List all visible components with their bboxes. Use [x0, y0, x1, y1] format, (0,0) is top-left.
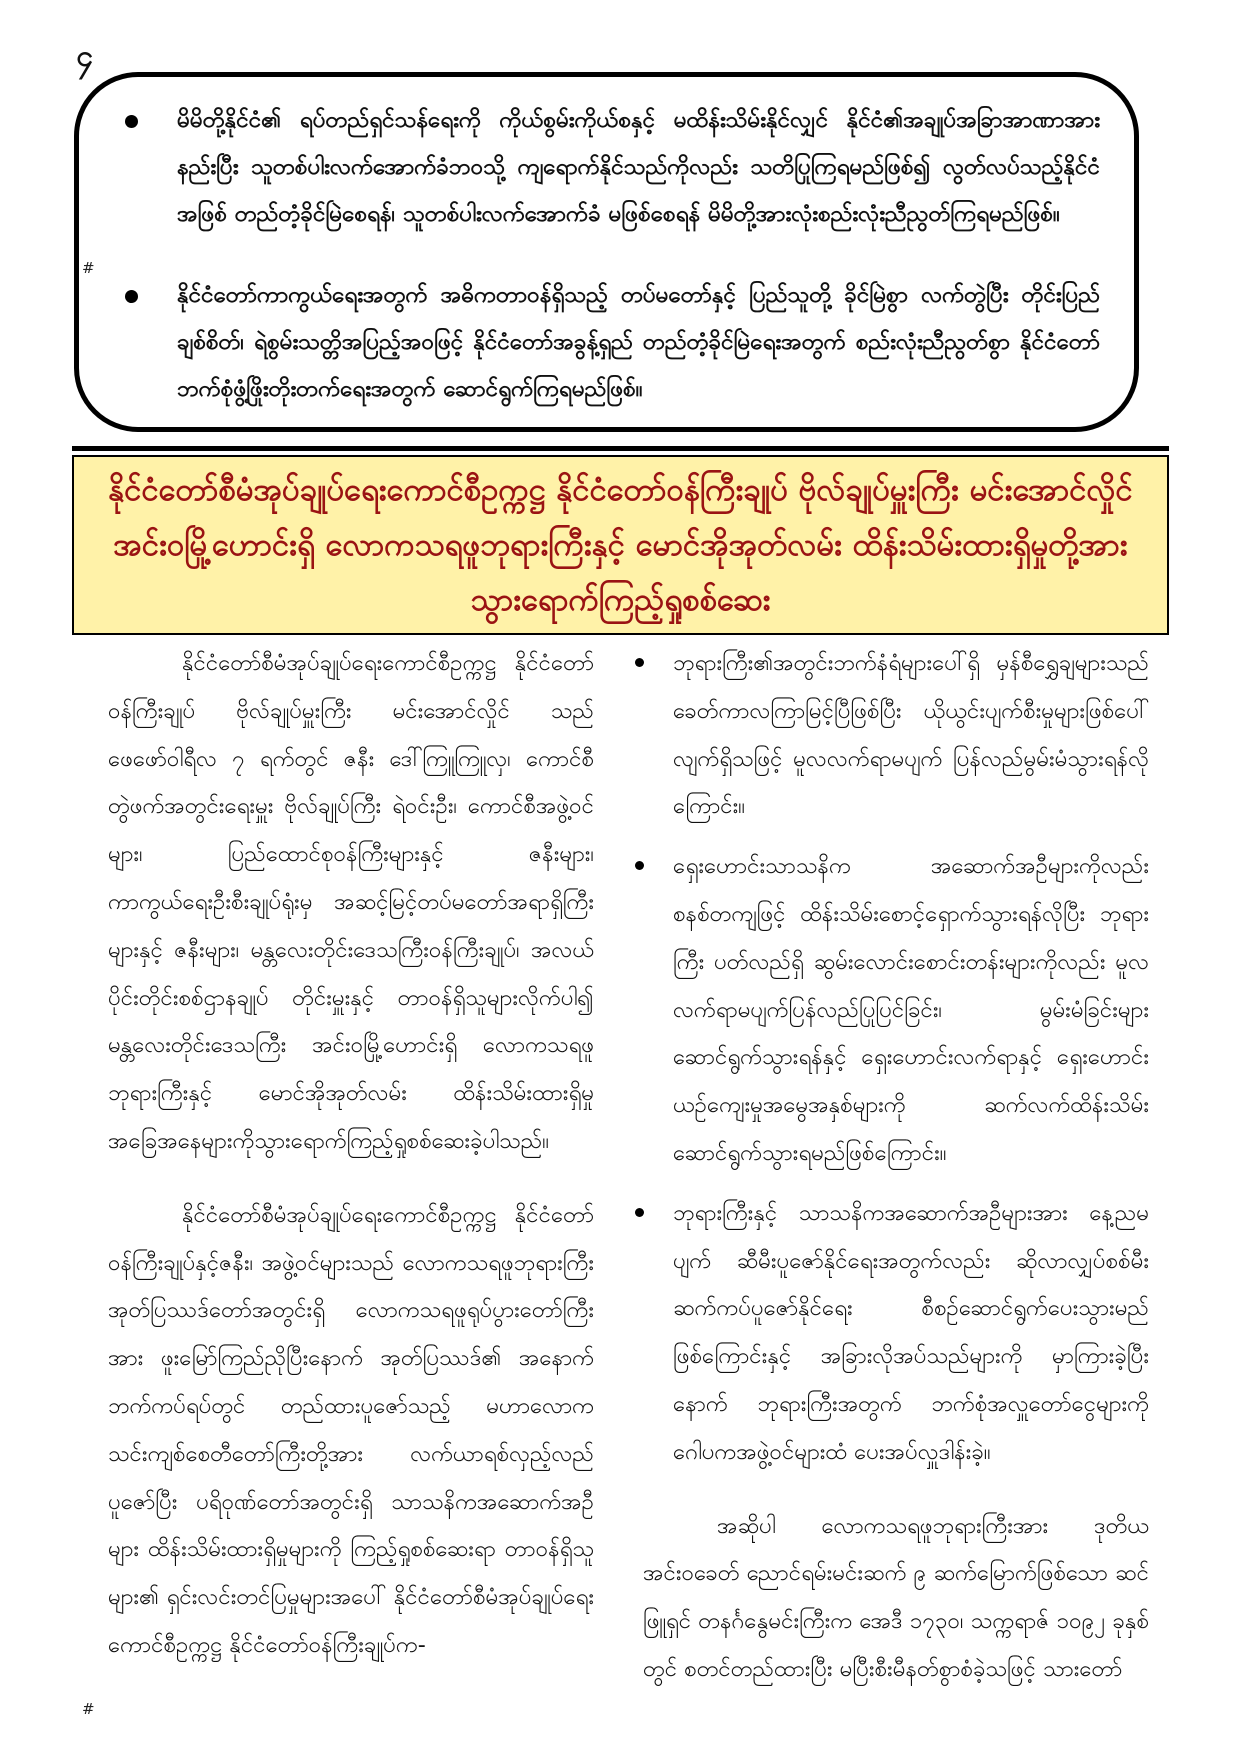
- hash-mark: #: [82, 259, 95, 277]
- left-column: [108, 640, 594, 1670]
- body-paragraph: အဆိုပါ လောကသရဖူဘုရားကြီးအား ဒုတိယအင်းဝခေတ် ညောင်ရမ်းမင်းဆက် ၉ ဆက်မြောက်ဖြစ်သော ဆင်ဖြူရှင် တနင်္ဂနွေမင်းကြီးက အေဒီ ၁၇၃၀၊ သက္ကရာဇ် ၁၀၉၂ ခုနှစ်တွင် စတင်တည်ထားပြီး မပြီးစီးမီနတ်စွာစံခဲ့သဖြင့် သားတော်: [643, 1512, 1149, 1682]
- bullet-text: ဘုရားကြီးနှင့် သာသနိကအဆောက်အဦများအား နေ့ညမပျက် ဆီမီးပူဇော်နိုင်ရေးအတွက်လည်း ဆိုလာလျှပ်စစ်မီးဆက်ကပ်ပူဇော်နိုင်ရေး စီစဉ်ဆောင်ရွက်ပေးသွားမည်ဖြစ်ကြောင်းနှင့် အခြားလိုအပ်သည်များကို မှာကြားခဲ့ပြီးနောက် ဘုရားကြီးအတွက် ဘက်စုံအလှူတော်ငွေများကို ဂေါပကအဖွဲ့ဝင်များထံ ပေးအပ်လှူဒါန်းခဲ့။: [673, 1199, 1149, 1465]
- body-paragraph: နိုင်ငံတော်စီမံအုပ်ချုပ်ရေးကောင်စီဥက္ကဋ္ဌ နိုင်ငံတော်ဝန်ကြီးချုပ် ဗိုလ်ချုပ်မှူးကြီး မင်းအောင်လှိုင် သည် ဖေဖော်ဝါရီလ ၇ ရက်တွင် ဇနီး ဒေါ်ကြူကြူလှ၊ ကောင်စီတွဲဖက်အတွင်းရေးမှူး ဗိုလ်ချုပ်ကြီး ရဲဝင်းဦး၊ ကောင်စီအဖွဲ့ဝင်များ၊ ပြည်ထောင်စုဝန်ကြီးများနှင့် ဇနီးများ၊ ကာကွယ်ရေးဦးစီးချုပ်ရုံးမှ အဆင့်မြင့်တပ်မတော်အရာရှိကြီးများနှင့် ဇနီးများ၊ မန္တလေးတိုင်းဒေသကြီးဝန်ကြီးချုပ်၊ အလယ်ပိုင်းတိုင်းစစ်ဌာနချုပ် တိုင်းမှူးနှင့် တာဝန်ရှိသူများလိုက်ပါ၍ မန္တလေးတိုင်းဒေသကြီး အင်းဝမြို့ဟောင်းရှိ လောကသရဖူဘုရားကြီးနှင့် မောင်အိုအုတ်လမ်း ထိန်းသိမ်းထားရှိမှုအခြေအနေများကိုသွားရောက်ကြည့်ရှုစစ်ဆေးခဲ့ပါသည်။: [108, 650, 594, 1154]
- bullet-point: [643, 640, 1149, 831]
- notice-item-text: နိုင်ငံတော်ကာကွယ်ရေးအတွက် အဓိကတာဝန်ရှိသည့် တပ်မတော်နှင့် ပြည်သူတို့ ခိုင်မြဲစွာ လက်တွဲပြီး တိုင်းပြည် ချစ်စိတ်၊ ရဲစွမ်းသတ္တိအပြည့်အဝဖြင့် နိုင်ငံတော်အခွန့်ရှည် တည်တံ့ခိုင်မြဲရေးအတွက် စည်းလုံးညီညွတ်စွာ နိုင်ငံတော် ဘက်စုံဖွံ့ဖြိုးတိုးတက်ရေးအတွက် ဆောင်ရွက်ကြရမည်ဖြစ်။: [177, 282, 1100, 402]
- bullet-icon: [125, 290, 138, 303]
- body-paragraph: နိုင်ငံတော်စီမံအုပ်ချုပ်ရေးကောင်စီဥက္ကဋ္ဌ နိုင်ငံတော်ဝန်ကြီးချုပ်နှင့်ဇနီး၊ အဖွဲ့ဝင်များသည် လောကသရဖူဘုရားကြီး အုတ်ပြဿဒ်တော်အတွင်းရှိ လောကသရဖူရုပ်ပွားတော်ကြီးအား ဖူးမြော်ကြည်ညိုပြီးနောက် အုတ်ပြဿဒ်၏ အနောက်ဘက်ကပ်ရပ်တွင် တည်ထားပူဇော်သည့် မဟာလောကသင်းကျစ်စေတီတော်ကြီးတို့အား လက်ယာရစ်လှည့်လည်ပူဇော်ပြီး ပရိဝုဏ်တော်အတွင်းရှိ သာသနိကအဆောက်အဦများ ထိန်းသိမ်းထားရှိမှုများကို ကြည့်ရှုစစ်ဆေးရာ တာဝန်ရှိသူ များ၏ ရှင်းလင်းတင်ပြမှုများအပေါ် နိုင်ငံတော်စီမံအုပ်ချုပ်ရေးကောင်စီဥက္ကဋ္ဌ နိုင်ငံတော်ဝန်ကြီးချုပ်က-: [108, 1201, 594, 1658]
- bullet-text: ရှေးဟောင်းသာသနိက အဆောက်အဦများကိုလည်း စနစ်တကျဖြင့် ထိန်းသိမ်းစောင့်ရှောက်သွားရန်လိုပြီး ဘုရားကြီး ပတ်လည်ရှိ ဆွမ်းလောင်းစောင်းတန်းများကိုလည်း မူလလက်ရာမပျက်ပြန်လည်ပြုပြင်ခြင်း၊ မွမ်းမံခြင်းများ ဆောင်ရွက်သွားရန်နှင့် ရှေးဟောင်းလက်ရာနှင့် ရှေးဟောင်းယဉ်ကျေးမှုအမွေအနှစ်များကို ဆက်လက်ထိန်းသိမ်းဆောင်ရွက်သွားရမည်ဖြစ်ကြောင်း။: [673, 853, 1149, 1166]
- bullet-point: [643, 843, 1149, 1178]
- notice-item: [131, 97, 1100, 238]
- notice-box: [74, 72, 1139, 432]
- notice-item-text: မိမိတို့နိုင်ငံ၏ ရပ်တည်ရှင်သန်ရေးကို ကိုယ်စွမ်းကိုယ်စနှင့် မထိန်းသိမ်းနိုင်လျှင် နိုင်ငံ၏အချုပ်အခြာအာဏာအား နည်းပြီး သူတစ်ပါးလက်အောက်ခံဘဝသို့ ကျရောက်နိုင်သည်ကိုလည်း သတိပြုကြရမည်ဖြစ်၍ လွတ်လပ်သည့်နိုင်ငံ အဖြစ် တည်တံ့ခိုင်မြဲစေရန်၊ သူတစ်ပါးလက်အောက်ခံ မဖြစ်စေရန် မိမိတို့အားလုံးစည်းလုံးညီညွတ်ကြရမည်ဖြစ်။: [177, 107, 1100, 227]
- bullet-icon: [635, 861, 644, 870]
- right-column: [643, 640, 1149, 1694]
- article-headline: နိုင်ငံတော်စီမံအုပ်ချုပ်ရေးကောင်စီဥက္ကဋ္ဌ နိုင်ငံတော်ဝန်ကြီးချုပ် ဗိုလ်ချုပ်မှူးကြီး မင်းအောင်လှိုင် အင်းဝမြို့ဟောင်းရှိ လောကသရဖူဘုရားကြီးနှင့် မောင်အိုအုတ်လမ်း ထိန်းသိမ်းထားရှိမှုတို့အား သွားရောက်ကြည့်ရှုစစ်ဆေး: [108, 471, 1133, 618]
- bullet-icon: [125, 115, 138, 128]
- article-headline-box: [72, 455, 1169, 635]
- bullet-text: ဘုရားကြီး၏အတွင်းဘက်နံရံများပေါ်ရှိ မှန်စီရွှေချများသည် ခေတ်ကာလကြာမြင့်ပြီဖြစ်ပြီး ယိုယွင်းပျက်စီးမှုများဖြစ်ပေါ်လျက်ရှိသဖြင့် မူလလက်ရာမပျက် ပြန်လည်မွမ်းမံသွားရန်လိုကြောင်း။: [673, 650, 1149, 820]
- hash-mark: #: [82, 1700, 95, 1718]
- notice-item: [131, 272, 1100, 413]
- bullet-icon: [635, 1208, 644, 1217]
- page-number: ၄: [76, 39, 93, 74]
- bullet-point: [643, 1190, 1149, 1477]
- bullet-icon: [635, 658, 644, 667]
- section-divider: [72, 446, 1169, 451]
